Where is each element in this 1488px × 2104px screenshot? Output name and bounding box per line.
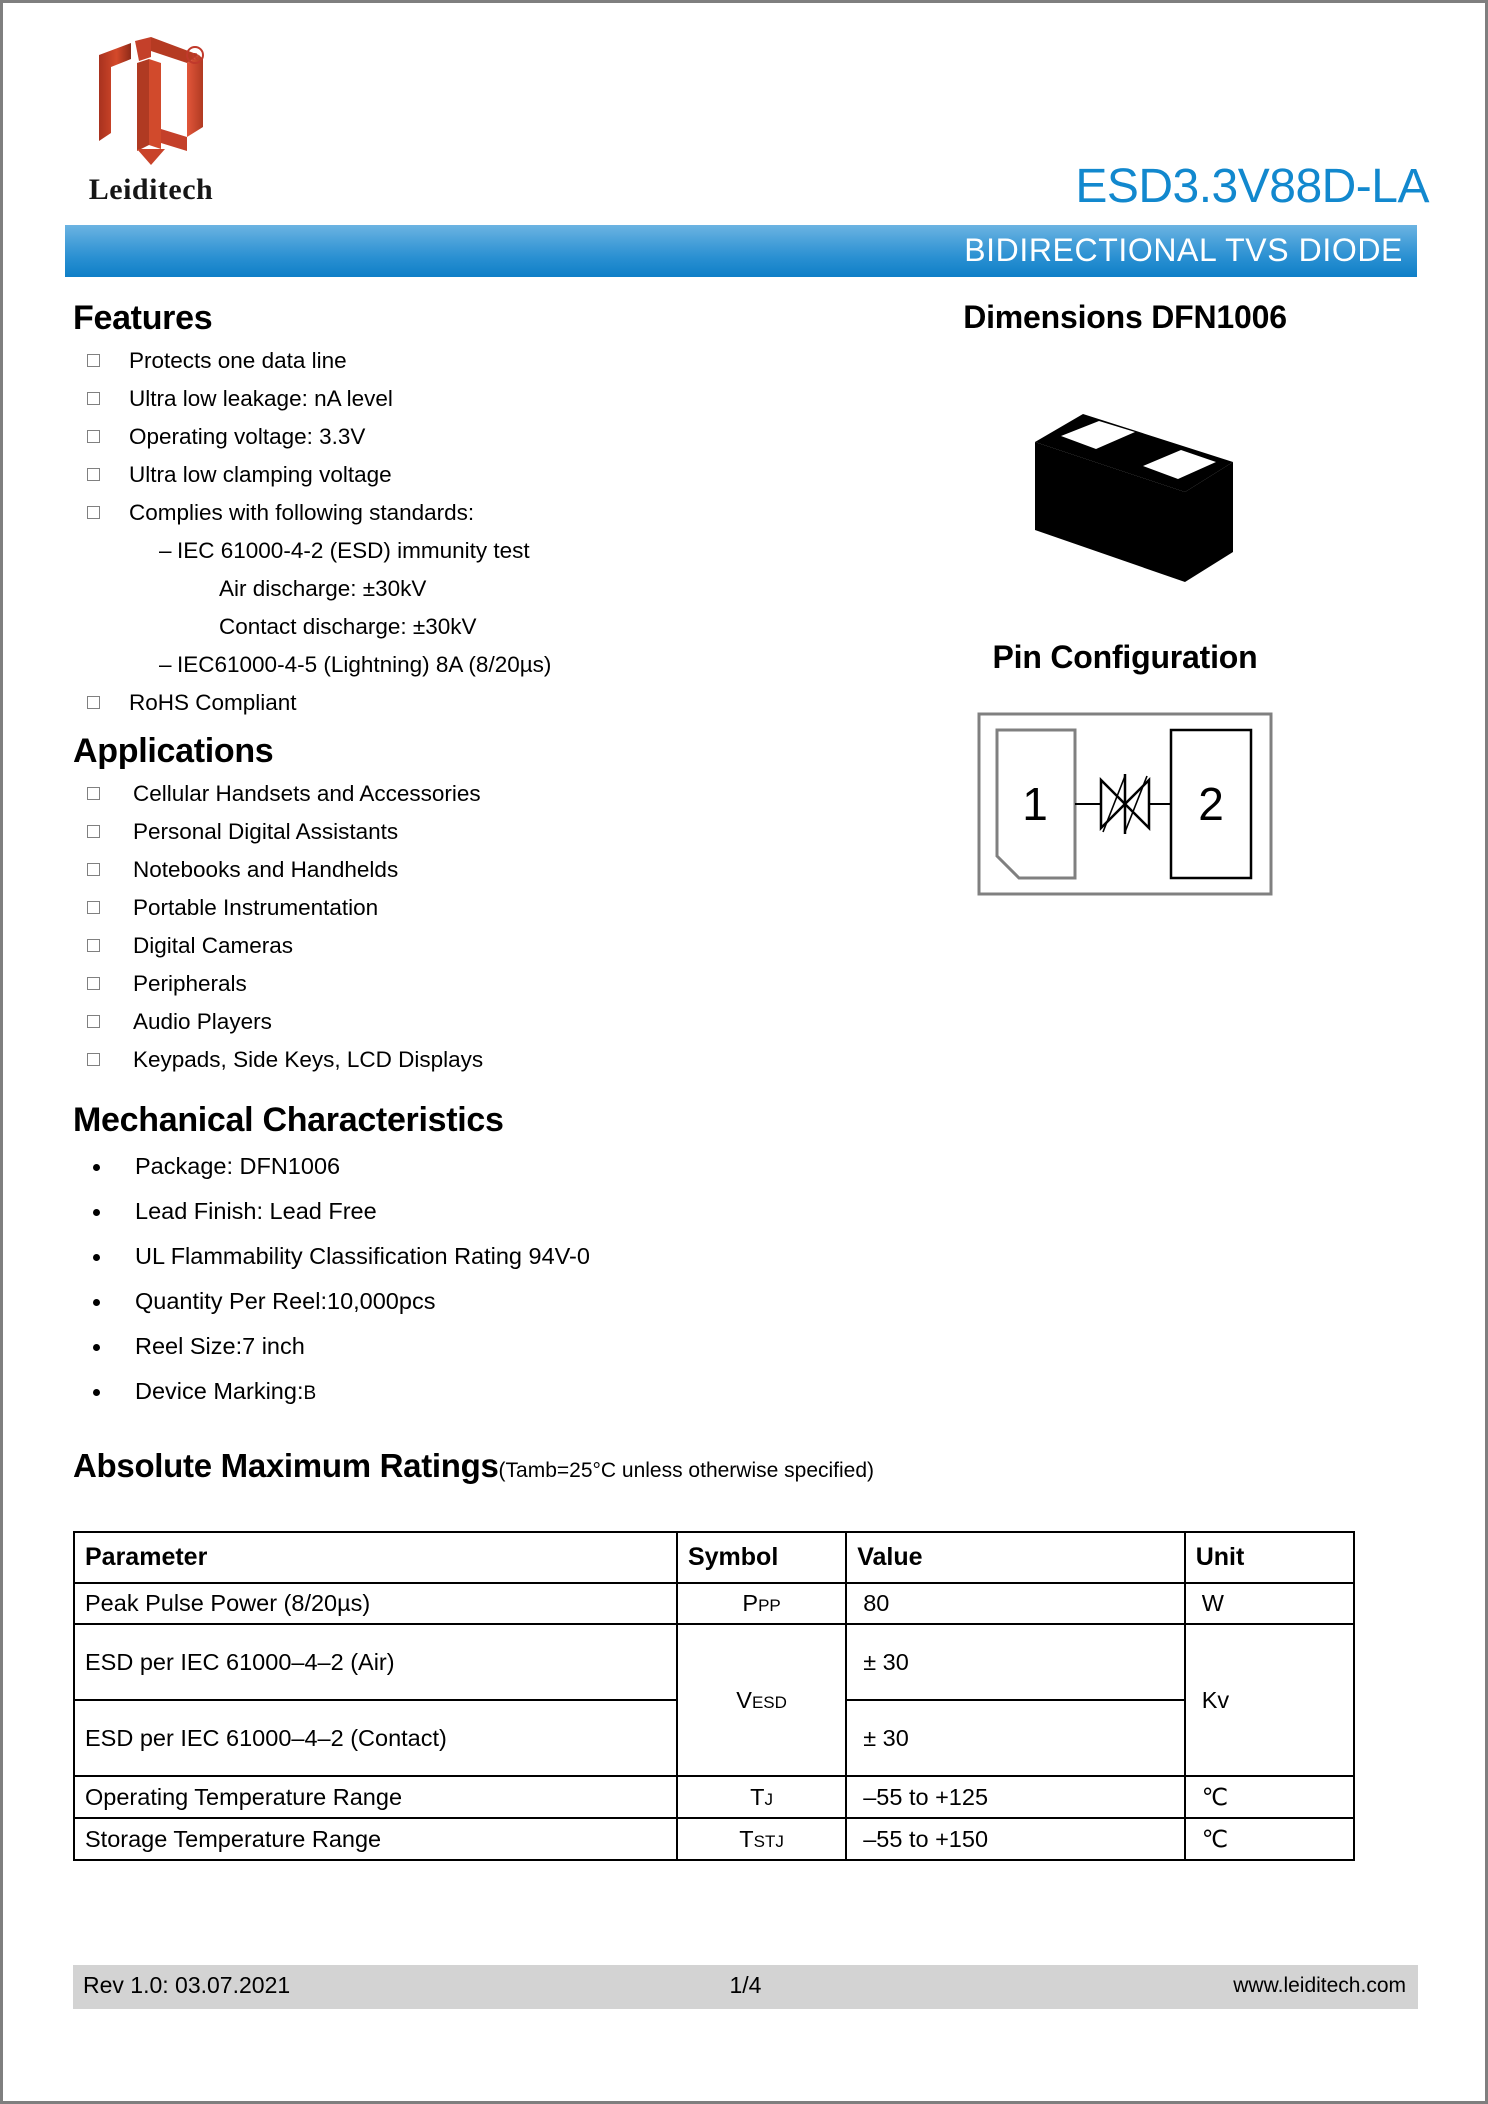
- application-text: Peripherals: [133, 971, 247, 996]
- standard-line: [73, 532, 773, 570]
- standard-detail: Air discharge: ±30kV: [219, 576, 427, 601]
- list-item: [73, 1189, 773, 1234]
- brand-name: Leiditech: [88, 173, 214, 206]
- cell-unit: ℃: [1185, 1818, 1354, 1860]
- mechanical-text: Package: DFN1006: [135, 1153, 341, 1179]
- cell-symbol: [677, 1818, 846, 1860]
- mechanical-text: Quantity Per Reel:10,000pcs: [135, 1288, 436, 1314]
- application-text: Digital Cameras: [133, 933, 294, 958]
- cell-value: ± 30: [846, 1700, 1185, 1776]
- feature-text: Ultra low leakage: nA level: [129, 386, 393, 411]
- symbol-base: T: [739, 1825, 754, 1852]
- pin-configuration-heading: Pin Configuration: [992, 639, 1258, 675]
- square-bullet-icon: [87, 977, 100, 990]
- features-heading: Features: [73, 299, 213, 337]
- square-bullet-icon: [87, 1053, 100, 1066]
- list-item: [73, 1279, 773, 1324]
- part-number: ESD3.3V88D-LA: [1075, 160, 1429, 213]
- square-bullet-icon: [87, 506, 100, 519]
- mechanical-text: Device Marking:: [135, 1378, 304, 1404]
- standard-text: IEC 61000-4-2 (ESD) immunity test: [177, 538, 530, 563]
- features-list-tail: [73, 684, 773, 722]
- device-marking-value: B: [303, 1383, 317, 1404]
- cell-symbol: [677, 1776, 846, 1818]
- list-item: [73, 1003, 773, 1041]
- square-bullet-icon: [87, 696, 100, 709]
- list-item: [73, 380, 773, 418]
- square-bullet-icon: [87, 939, 100, 952]
- symbol-subscript: PP: [758, 1596, 781, 1615]
- table-row: [74, 1776, 1354, 1818]
- square-bullet-icon: [87, 1015, 100, 1028]
- list-item: [73, 418, 773, 456]
- list-item: [73, 965, 773, 1003]
- list-item: [73, 684, 773, 722]
- footer-revision: Rev 1.0: 03.07.2021: [83, 1972, 291, 1998]
- cell-parameter: Operating Temperature Range: [74, 1776, 677, 1818]
- standard-line: [73, 646, 773, 684]
- applications-list: [73, 775, 773, 1079]
- cell-value: –55 to +150: [846, 1818, 1185, 1860]
- dimensions-heading: Dimensions DFN1006: [963, 299, 1287, 335]
- list-item: [73, 494, 773, 532]
- list-item: [73, 1324, 773, 1369]
- feature-text: RoHS Compliant: [129, 690, 297, 715]
- pin2-label: 2: [1198, 778, 1224, 830]
- mechanical-list: [73, 1144, 773, 1416]
- features-list: [73, 342, 773, 532]
- feature-text: Operating voltage: 3.3V: [129, 424, 366, 449]
- pin1-label: 1: [1022, 778, 1048, 830]
- cell-value: –55 to +125: [846, 1776, 1185, 1818]
- application-text: Audio Players: [133, 1009, 272, 1034]
- application-text: Personal Digital Assistants: [133, 819, 399, 844]
- page-footer: [73, 1965, 1418, 2009]
- absolute-max-ratings-header: [73, 1447, 1418, 1485]
- symbol-base: V: [736, 1686, 752, 1713]
- standard-detail: Contact discharge: ±30kV: [219, 614, 477, 639]
- dot-bullet-icon: [93, 1389, 100, 1396]
- cell-value: ± 30: [846, 1624, 1185, 1700]
- dash-marker: –: [159, 652, 172, 677]
- mechanical-text: Lead Finish: Lead Free: [135, 1198, 377, 1224]
- list-item: [73, 342, 773, 380]
- mechanical-heading: Mechanical Characteristics: [73, 1101, 504, 1139]
- list-item: [73, 1369, 773, 1416]
- footer-page-number: 1/4: [729, 1972, 762, 1998]
- left-column: [73, 299, 773, 1416]
- cell-parameter: Peak Pulse Power (8/20µs): [74, 1583, 677, 1624]
- table-row: [74, 1583, 1354, 1624]
- col-value: Value: [846, 1532, 1185, 1583]
- square-bullet-icon: [87, 825, 100, 838]
- mechanical-text: UL Flammability Classification Rating 94V-0: [135, 1243, 590, 1269]
- dot-bullet-icon: [93, 1299, 100, 1306]
- cell-parameter: ESD per IEC 61000–4–2 (Contact): [74, 1700, 677, 1776]
- table-row: [74, 1818, 1354, 1860]
- square-bullet-icon: [87, 430, 100, 443]
- absolute-max-subtitle: (Tamb=25°C unless otherwise specified): [498, 1459, 875, 1482]
- cell-parameter: ESD per IEC 61000–4–2 (Air): [74, 1624, 677, 1700]
- product-subtitle-bar: [65, 225, 1417, 277]
- symbol-subscript: ESD: [751, 1692, 787, 1712]
- absolute-max-title: Absolute Maximum Ratings: [73, 1447, 499, 1484]
- company-logo: [77, 31, 225, 213]
- list-item: [73, 1041, 773, 1079]
- symbol-base: T: [750, 1783, 765, 1810]
- square-bullet-icon: [87, 354, 100, 367]
- square-bullet-icon: [87, 901, 100, 914]
- application-text: Keypads, Side Keys, LCD Displays: [133, 1047, 484, 1072]
- cell-unit: W: [1185, 1583, 1354, 1624]
- cell-symbol: [677, 1624, 846, 1776]
- list-item: [73, 1234, 773, 1279]
- table-row: [74, 1624, 1354, 1700]
- mechanical-text: Reel Size:7 inch: [135, 1333, 305, 1359]
- list-item: [73, 775, 773, 813]
- square-bullet-icon: [87, 863, 100, 876]
- dot-bullet-icon: [93, 1344, 100, 1351]
- square-bullet-icon: [87, 468, 100, 481]
- list-item: [73, 813, 773, 851]
- dash-marker: –: [159, 538, 172, 563]
- feature-text: Ultra low clamping voltage: [129, 462, 392, 487]
- feature-text: Complies with following standards:: [129, 500, 475, 525]
- page-inner: [65, 19, 1429, 2079]
- package-3d-illustration: [975, 370, 1275, 585]
- col-symbol: Symbol: [677, 1532, 846, 1583]
- col-parameter: Parameter: [74, 1532, 677, 1583]
- square-bullet-icon: [87, 787, 100, 800]
- symbol-base: P: [742, 1590, 759, 1616]
- table-header-row: [74, 1532, 1354, 1583]
- footer-website[interactable]: www.leiditech.com: [1233, 1974, 1406, 1997]
- list-item: [73, 1144, 773, 1189]
- list-item: [73, 889, 773, 927]
- cell-parameter: Storage Temperature Range: [74, 1818, 677, 1860]
- list-item: [73, 927, 773, 965]
- absolute-max-ratings-table: [73, 1531, 1355, 1861]
- application-text: Portable Instrumentation: [133, 895, 379, 920]
- applications-heading: Applications: [73, 732, 274, 770]
- leiditech-logo-icon: [91, 37, 211, 167]
- list-item: [73, 456, 773, 494]
- square-bullet-icon: [87, 392, 100, 405]
- svg-text:R: R: [191, 51, 199, 63]
- cell-unit: ℃: [1185, 1776, 1354, 1818]
- application-text: Notebooks and Handhelds: [133, 857, 399, 882]
- symbol-subscript: J: [764, 1789, 774, 1809]
- symbol-subscript: STJ: [753, 1831, 784, 1851]
- col-unit: Unit: [1185, 1532, 1354, 1583]
- dot-bullet-icon: [93, 1209, 100, 1216]
- cell-unit: Kv: [1185, 1624, 1354, 1776]
- cell-value: 80: [846, 1583, 1185, 1624]
- list-item: [73, 851, 773, 889]
- dot-bullet-icon: [93, 1254, 100, 1261]
- dot-bullet-icon: [93, 1164, 100, 1171]
- right-column: [825, 299, 1425, 903]
- feature-text: Protects one data line: [129, 348, 347, 373]
- product-subtitle: BIDIRECTIONAL TVS DIODE: [964, 232, 1403, 268]
- standard-text: IEC61000-4-5 (Lightning) 8A (8/20µs): [177, 652, 552, 677]
- pin-configuration-diagram: [975, 708, 1275, 903]
- cell-symbol: [677, 1583, 846, 1624]
- application-text: Cellular Handsets and Accessories: [133, 781, 481, 806]
